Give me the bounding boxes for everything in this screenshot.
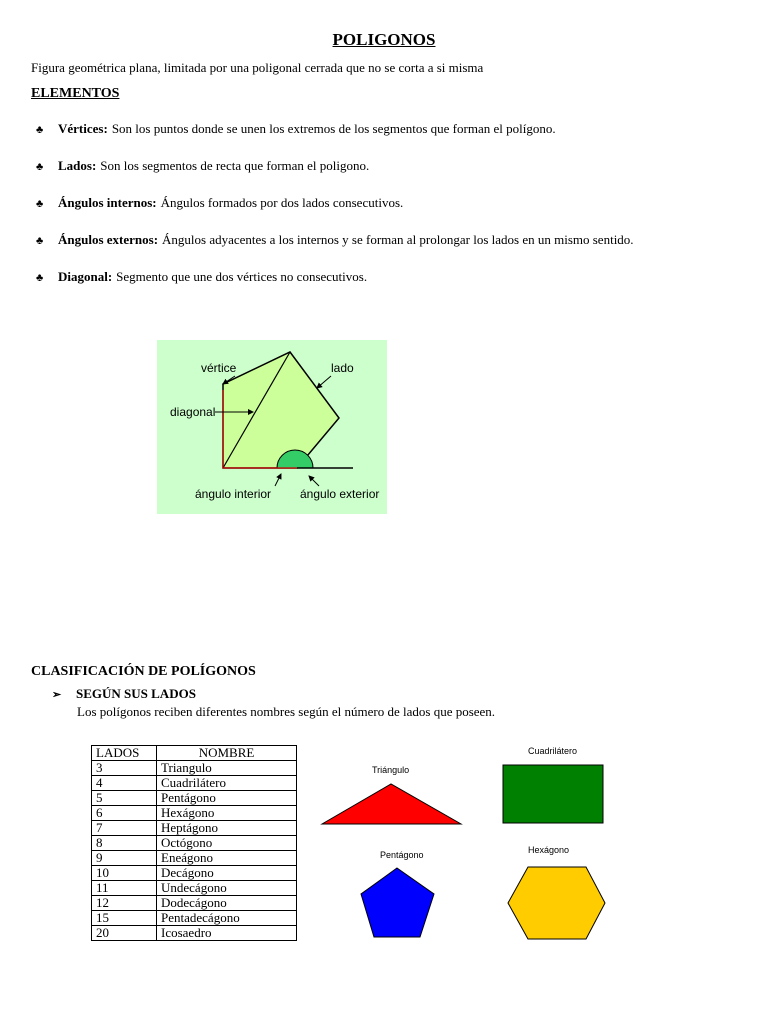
club-bullet-icon: ♣ <box>36 235 44 247</box>
table-row <box>92 806 297 821</box>
cell-nombre: Eneágono <box>157 851 297 866</box>
cell-nombre: Cuadrilátero <box>157 776 297 791</box>
arrow-lado <box>317 376 331 388</box>
cell-nombre: Pentadecágono <box>157 911 297 926</box>
cell-nombre: Dodecágono <box>157 896 297 911</box>
cell-lados: 15 <box>92 911 157 926</box>
cell-nombre: Icosaedro <box>157 926 297 941</box>
element-desc: Son los segmentos de recta que forman el poligono. <box>100 158 370 173</box>
label-diagonal: diagonal <box>170 405 216 419</box>
table-row <box>92 836 297 851</box>
by-sides-heading-row <box>52 686 196 702</box>
element-desc: Segmento que une dos vértices no consecutivos. <box>116 269 368 284</box>
cell-lados: 3 <box>92 761 157 776</box>
element-term: Lados: <box>58 158 97 173</box>
cell-lados: 5 <box>92 791 157 806</box>
header-lados: LADOS <box>92 746 157 761</box>
cell-lados: 10 <box>92 866 157 881</box>
table-row <box>92 911 297 926</box>
intro-text: Figura geométrica plana, limitada por una poligonal cerrada que no se corta a si misma <box>31 60 484 75</box>
cell-lados: 6 <box>92 806 157 821</box>
polygon-elements-diagram <box>157 340 387 514</box>
arrow-interior <box>275 474 281 486</box>
table-row <box>92 926 297 941</box>
cell-lados: 4 <box>92 776 157 791</box>
cell-lados: 20 <box>92 926 157 941</box>
pentagon-shape <box>361 868 434 937</box>
cell-nombre: Undecágono <box>157 881 297 896</box>
polygon-shapes-illustration <box>310 735 620 950</box>
triangle-shape <box>322 784 461 824</box>
arrow-bullet-icon: ➢ <box>52 688 62 701</box>
club-bullet-icon: ♣ <box>36 161 44 173</box>
club-bullet-icon: ♣ <box>36 198 44 210</box>
table-row <box>92 881 297 896</box>
cell-lados: 9 <box>92 851 157 866</box>
element-term: Vértices: <box>58 121 108 136</box>
diagram-polygon <box>223 352 339 468</box>
cell-lados: 8 <box>92 836 157 851</box>
table-header-row <box>92 746 297 761</box>
table-row <box>92 761 297 776</box>
element-item-lados <box>36 158 369 174</box>
element-item-vertices <box>36 121 556 137</box>
cell-nombre: Pentágono <box>157 791 297 806</box>
table-row <box>92 851 297 866</box>
page-title: POLIGONOS <box>332 30 436 49</box>
cell-lados: 12 <box>92 896 157 911</box>
label-lado: lado <box>331 361 354 375</box>
sides-names-table <box>91 745 297 941</box>
cell-nombre: Decágono <box>157 866 297 881</box>
table-row <box>92 896 297 911</box>
elements-heading: ELEMENTOS <box>31 86 120 101</box>
label-cuadrilatero: Cuadrilátero <box>528 746 578 756</box>
element-term: Diagonal: <box>58 269 113 284</box>
label-hexagono: Hexágono <box>528 845 570 855</box>
element-desc: Son los puntos donde se unen los extremos de los segmentos que forman el polígono. <box>111 121 556 136</box>
element-term: Ángulos internos: <box>58 195 157 210</box>
cell-lados: 11 <box>92 881 157 896</box>
element-term: Ángulos externos: <box>58 232 159 247</box>
label-triangulo: Triángulo <box>372 765 410 775</box>
table-row <box>92 866 297 881</box>
cell-nombre: Octógono <box>157 836 297 851</box>
label-vertice: vértice <box>201 361 237 375</box>
table-row <box>92 821 297 836</box>
by-sides-heading: SEGÚN SUS LADOS <box>76 686 196 701</box>
classification-heading: CLASIFICACIÓN DE POLÍGONOS <box>31 664 256 679</box>
cell-nombre: Heptágono <box>157 821 297 836</box>
arrow-exterior <box>309 476 319 486</box>
label-angulo-exterior: ángulo exterior <box>300 487 380 501</box>
club-bullet-icon: ♣ <box>36 272 44 284</box>
square-shape <box>503 765 603 823</box>
cell-nombre: Triangulo <box>157 761 297 776</box>
element-item-angulos-externos <box>36 232 634 248</box>
element-item-diagonal <box>36 269 367 285</box>
by-sides-text: Los polígonos reciben diferentes nombres según el número de lados que poseen. <box>77 704 496 719</box>
element-item-angulos-internos <box>36 195 403 211</box>
table-row <box>92 791 297 806</box>
label-pentagono: Pentágono <box>380 850 424 860</box>
element-desc: Ángulos adyacentes a los internos y se forman al prolongar los lados en un mismo sentido. <box>162 232 634 247</box>
header-nombre: NOMBRE <box>157 746 297 761</box>
table-row <box>92 776 297 791</box>
element-desc: Ángulos formados por dos lados consecutivos. <box>160 195 404 210</box>
label-angulo-interior: ángulo interior <box>195 487 272 501</box>
cell-lados: 7 <box>92 821 157 836</box>
club-bullet-icon: ♣ <box>36 124 44 136</box>
cell-nombre: Hexágono <box>157 806 297 821</box>
hexagon-shape <box>508 867 605 939</box>
